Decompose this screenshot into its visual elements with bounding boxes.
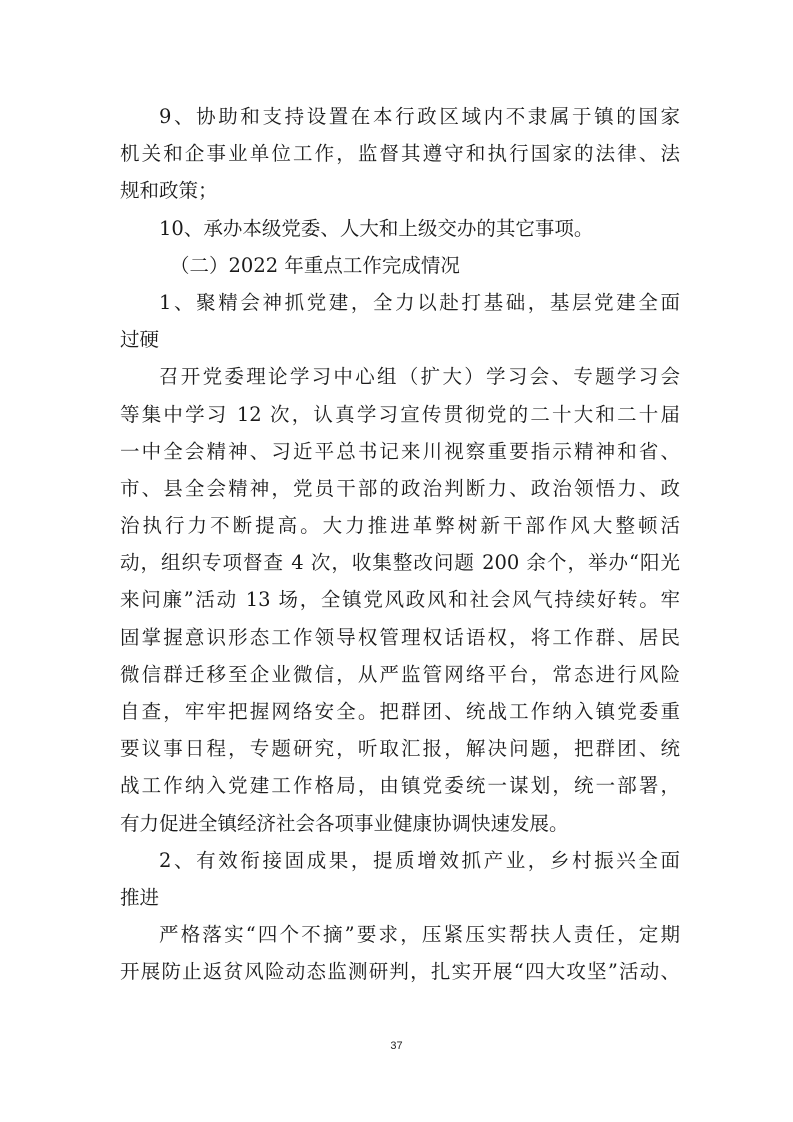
text-line: 固掌握意识形态工作领导权管理权话语权，将工作群、居民 [120, 625, 680, 649]
subsection-heading: 1、聚精会神抓党建，全力以赴打基础，基层党建全面 [159, 290, 680, 314]
document-body [120, 98, 680, 991]
subsection-heading-cont: 过硬 [120, 328, 160, 352]
text-line: 机关和企事业单位工作，监督其遵守和执行国家的法律、法 [120, 142, 680, 166]
text-line: 市、县全会精神，党员干部的政治判断力、政治领悟力、政 [120, 476, 680, 500]
text-line: 9、协助和支持设置在本行政区域内不隶属于镇的国家 [159, 105, 680, 128]
text-line: 规和政策； [120, 179, 218, 203]
text-line: 战工作纳入党建工作格局，由镇党委统一谋划，统一部署， [120, 774, 680, 798]
page-number: 37 [390, 1040, 403, 1052]
text-line: 自查，牢牢把握网络安全。把群团、统战工作纳入镇党委重 [120, 700, 680, 723]
text-line: 开展防止返贫风险动态监测研判，扎实开展“四大攻坚”活动、 [120, 960, 680, 984]
text-line: 来问廉”活动 13 场，全镇党风政风和社会风气持续好转。牢 [120, 588, 680, 612]
text-line: 严格落实“四个不摘”要求，压紧压实帮扶人责任，定期 [159, 923, 680, 947]
text-line: 治执行力不断提高。大力推进革弊树新干部作风大整顿活 [120, 514, 680, 538]
subsection-heading-cont: 推进 [120, 885, 160, 909]
text-line: 召开党委理论学习中心组（扩大）学习会、专题学习会 [159, 365, 680, 389]
text-line: 有力促进全镇经济社会各项事业健康协调快速发展。 [120, 811, 569, 835]
section-heading: （二）2022 年重点工作完成情况 [170, 253, 460, 277]
text-line: 微信群迁移至企业微信，从严监管网络平台，常态进行风险 [120, 662, 680, 686]
text-line: 动，组织专项督查 4 次，收集整改问题 200 余个，举办“阳光 [120, 551, 680, 575]
text-line: 等集中学习 12 次，认真学习宣传贯彻党的二十大和二十届 [120, 402, 680, 426]
subsection-heading: 2、有效衔接固成果，提质增效抓产业，乡村振兴全面 [159, 848, 680, 872]
text-line: 要议事日程，专题研究，听取汇报，解决问题，把群团、统 [120, 737, 680, 761]
text-line: 一中全会精神、习近平总书记来川视察重要指示精神和省、 [120, 439, 680, 463]
text-line: 10、承办本级党委、人大和上级交办的其它事项。 [159, 216, 594, 240]
